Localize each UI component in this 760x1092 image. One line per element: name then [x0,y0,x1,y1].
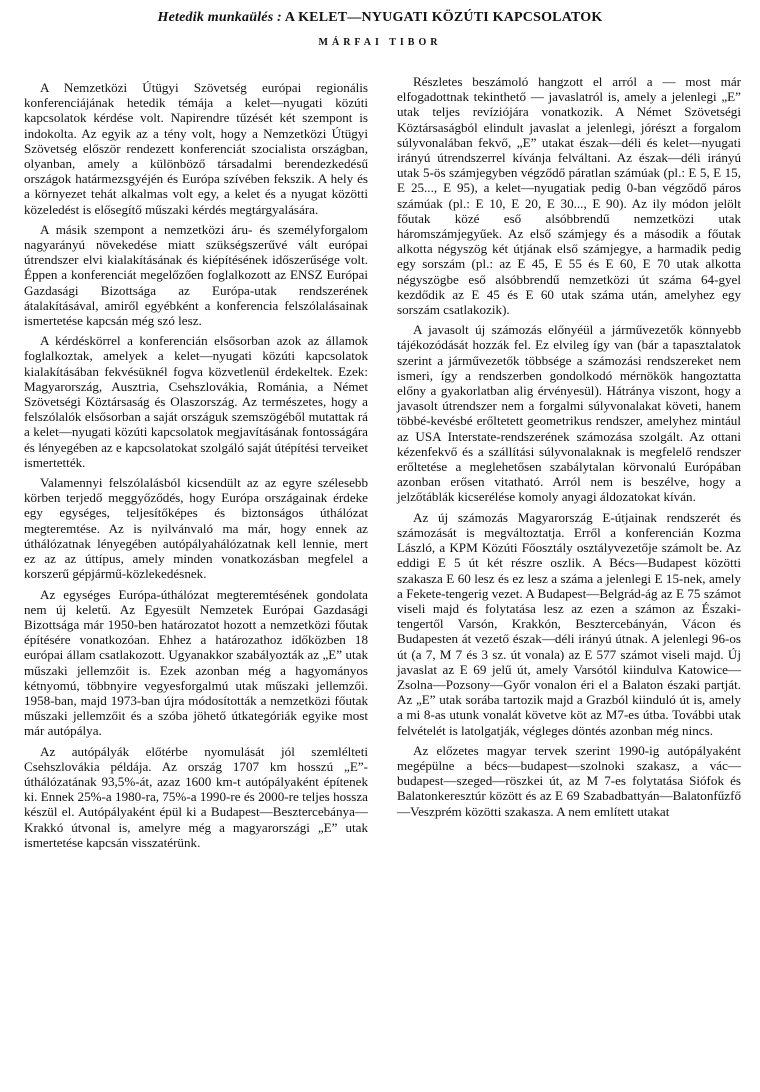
author-name: MÁRFAI TIBOR [318,37,442,48]
right-column [397,74,741,824]
session-label: Hetedik munkaülés : [157,10,282,25]
paragraph: Az egységes Európa-úthálózat megteremtésének gondolata nem új keletű. Az Egyesült Nemzetek Európai Gazdasági Bizottsága már 1950-ben határozatot hozott a nemzetközi főutak építésére vonatkozóan. Ehhez a határozathoz időközben 18 európai állam csatlakozott. Ugyanakkor szabályozták az „E” utak műszaki jellemzőit is. Ezek azonban még a hagyományos kétnyomú, többnyire vegyesforgalmú utak műszaki jellemzői. 1958-ban, majd 1973-ban újra módosították a nemzetközi főutak műszaki jellemzőit és a szóba jöhető útkategóriák egyike most már autópálya. [24,586,368,739]
paragraph: Részletes beszámoló hangzott el arról a — most már elfogadottnak tekinthető — javaslatról is, amely a jelenlegi „E” utak teljes revíziójára vonatkozik. A Német Szövetségi Köztársaságból elindult javaslat a jelenlegi, jórészt a forgalom súlyvonalában fekvő, „E” utakat észak—déli és kelet—nyugati irányú útrendszerrel kívánja felváltani. Az észak—déli irányú utak 5-ös számjegyben végződő páratlan számúak (pl.: E 5, E 15, E 25..., E 95), a kelet—nyugatiak pedig 0-ban végződő páros számúak (pl.: E 10, E 20, E 30..., E 90). Az ily módon jelölt főutak közé eső alsóbbrendű nemzetközi utak háromszámjegyűek. Az első számjegy és a második a főutak alkotta négyszög két útjának első számjegye, a harmadik pedig egy sorszám (pl.: az E 45, E 55 és E 60, E 70 utak alkotta négyszögbe eső alsóbbrendű nemzetközi út száma 64-gyel kezdődik az E 45 és E 60 utak száma után, amelyhez egy sorszám csatlakozik). [397,74,741,318]
paragraph: A javasolt új számozás előnyéül a járművezetők könnyebb tájékozódását hozzák fel. Ez elvileg így van (bár a tapasztalatok szerint a járművezetők többsége a számozási rendszereket nem ismeri, így a rendszerben gondolkodó mérnökök hangoztatta előny a gyakorlatban alig érvényesül). Hátránya viszont, hogy a javasolt útrendszer nem a forgalmi súlyvonalakat követi, hanem többé-kevésbé erőltetett geometrikus rendszer, amelyhez mintául az USA Interstate-rendszerének számozása szolgált. Az ottani kézenfekvő és a szállítási súlyvonalaknak is megfelelő rendszer erőltetése a meglehetősen szabálytalan körvonalú Európában azonban erősen vitatható. Arról nem is beszélve, hogy a jelzőtáblák kicserélése komoly anyagi áldozatokat kíván. [397,322,741,505]
paragraph: Valamennyi felszólalásból kicsendült az az egyre szélesebb körben terjedő meggyőződés, hogy Európa országainak érdeke egy egységes, teljesítőképes és biztonságos úthálózat megteremtése. Az is nyilvánvaló ma már, hogy ennek az úthálózatnak lényegében autópályahálózatnak kell lennie, mert ez az az úttípus, amely minden vonatkozásban megfelel a korszerű gépjármű-közlekedésnek. [24,475,368,582]
paragraph: A másik szempont a nemzetközi áru- és személyforgalom nagyarányú növekedése miatt szükségszerűvé vált európai útrendszer elvi kialakításának és kiépítésének időszerűsége volt. Éppen a konferenciát megelőzően foglalkozott az ENSZ Európai Gazdasági Bizottsága az Európa-utak rendszerének átalakításával, amiről egyébként a konferencia felszólalásainak ismertetése kapcsán még szó lesz. [24,221,368,329]
paragraph: Az új számozás Magyarország E-útjainak rendszerét és számozását is megváltoztatja. Erről a konferencián Kozma László, a KPM Közúti Főosztály osztályvezetője számolt be. Az eddigi E 5 út két részre oszlik. A Bécs—Budapest közötti szakasza E 60 lesz és ez lesz a száma a jelenlegi E 15-nek, amely a Fekete-tengerig vezet. A Budapest—Belgrád-ág az E 75 számot viseli majd és folytatása lesz az ezen a számon az Északi-tengertől Varsón, Krakkón, Besztercebányán, Vácon és Budapesten át vezető észak—déli irányú útnak. A jelenlegi 96-os út (a 7, M 7 és 3 sz. út vonala) az E 577 számot viseli majd. Új javaslat az E 69 jelű út, amely Varsótól kiindulva Katowice—Zsolna—Pozsony—Győr vonalon éri el a Balaton északi partját. Az „E” utak sorába tartozik majd a Grazból kiinduló út is, amely a mi 8-as utunk vonalát követve köt az M7-es útba. További utak felvételét is latolgatják, végleges döntés azonban még nincs. [397,509,741,738]
paragraph: A kérdéskörrel a konferencián elsősorban azok az államok foglalkoztak, amelyek a kelet—nyugati közúti kapcsolatok kialakításában fekvésüknél fogva közvetlenül érdekeltek. Ezek: Magyarország, Ausztria, Csehszlovákia, Románia, a Német Szövetségi Köztársaság és Olaszország. Az természetes, hogy a felszólalók elsősorban a saját országuk szemszögéből mutattak rá a kelet—nyugati közúti kapcsolatok megjavításának fontosságára és lényegében az e kapcsolatokat szolgáló saját útépítési terveiket ismertették. [24,333,368,470]
title-text: A KELET—NYUGATI KÖZÚTI KAPCSOLATOK [284,10,603,25]
paragraph: Az előzetes magyar tervek szerint 1990-ig autópályaként megépülne a bécs—budapest—szolnoki szakasz, a vác—budapest—szeged—röszkei út, az M 7-es folytatása Siófok és Balatonkeresztúr között és az E 69 Szabadbattyán—Balatonfűzfő—Veszprém közötti szakasza. A nem említett utakat [397,742,741,819]
paragraph: Az autópályák előtérbe nyomulását jól szemlélteti Csehszlovákia példája. Az ország 1707 km hosszú „E”-úthálózatának 93,5%-át, azaz 1600 km-t autópályaként építenek ki. Ennek 25%-a 1980-ra, 75%-a 1990-re és 2000-re teljes hossza készül el. Autópályaként épül ki a Budapest—Besztercebánya—Krakkó útvonal is, amelyre még a magyarországi „E” utak ismertetése kapcsán visszatérünk. [24,743,368,850]
left-column [24,80,368,855]
article-title [0,10,760,26]
paragraph: A Nemzetközi Útügyi Szövetség európai regionális konferenciájának hetedik témája a kelet—nyugati közúti kapcsolatok kérdése volt. Napirendre tűzését két szempont is indokolta. Az egyik az a tény volt, hogy a Nemzetközi Útügyi Szövetség először rendezett konferenciát szocialista országban, olyanban, amely a különböző társadalmi berendezkedésű országok határmezsgyéjén és Európa szívében fekszik. A hely és a környezet tehát alkalmas volt egy, a kelet és a nyugat közötti közeledést is elősegítő műszaki kérdés megtárgyalására. [24,80,368,217]
